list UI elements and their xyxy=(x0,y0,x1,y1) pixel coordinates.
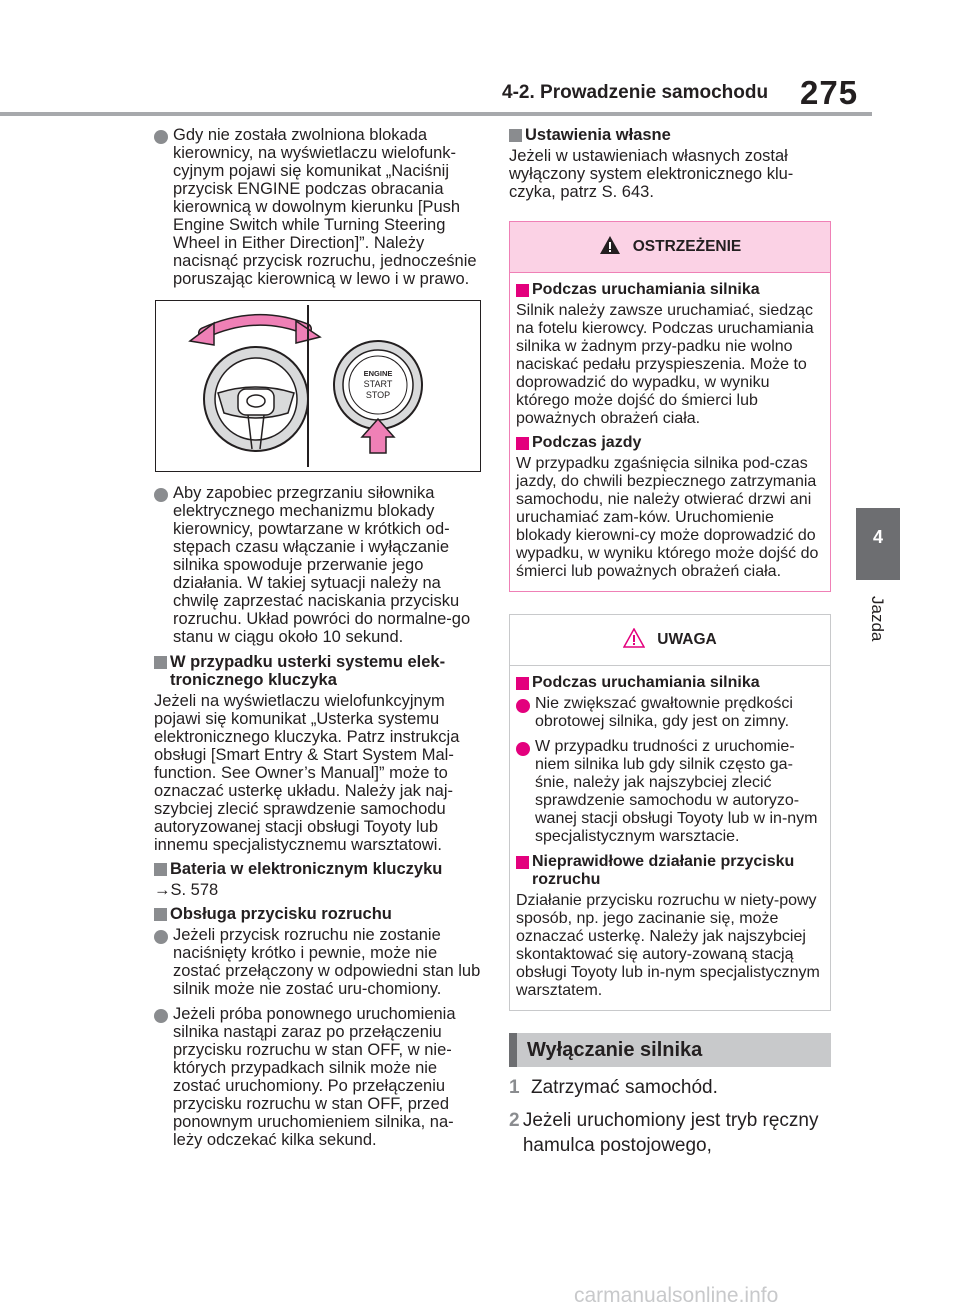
caution-heading-malfunction: Nieprawidłowe działanie przycisku rozruchu xyxy=(516,853,824,889)
caution-bullet-difficult-start: W przypadku trudności z uruchomie-niem silnika lub gdy silnik często ga-śnie, należy jak najszybciej zlecić sprawdzenie samochodu w autoryzo-wanej stacji obsługi Toyoty lub w in-nym specjalistycznym warsztacie. xyxy=(516,738,824,846)
step-2-number: 2 xyxy=(509,1110,520,1131)
heading-smart-key-malfunction: W przypadku usterki systemu elek-tronicznego kluczyka xyxy=(154,653,482,689)
para-custom-settings: Jeżeli w ustawieniach własnych został wyłączony system elektronicznego klu-czyka, patrz S. 643. xyxy=(509,147,794,201)
start-button-label-engine: ENGINE xyxy=(363,369,393,378)
caution-box-header xyxy=(510,615,830,666)
warning-triangle-icon xyxy=(599,235,621,260)
step-1-number: 1 xyxy=(509,1077,520,1098)
caution-heading-starting: Podczas uruchamiania silnika xyxy=(516,674,824,692)
bullet-overheat: Aby zapobiec przegrzaniu siłownika elektrycznego mechanizmu blokady kierownicy, powtarzane w krótkich od-stępach czasu włączanie i wyłączanie silnika spowoduje przerwanie jego działania. W takiej sytuacji należy na chwilę zaprzestać naciskania przycisku rozruchu. Układ powróci do normalne-go stanu w ciągu około 10 sekund. xyxy=(154,484,482,646)
caution-box xyxy=(509,614,831,1011)
chapter-tab-number: 4 xyxy=(872,527,883,547)
warning-box-body xyxy=(510,273,830,591)
step-2 xyxy=(509,1108,831,1158)
ref-key-battery: →S. 578 xyxy=(154,881,219,899)
left-column xyxy=(154,126,482,1156)
watermark: carmanualsonline.info xyxy=(574,1284,779,1307)
caution-box-body xyxy=(510,666,830,1010)
bullet-steering-lock: Gdy nie została zwolniona blokada kierownicy, na wyświetlaczu wielofunk-cyjnym pojawi się komunikat „Naciśnij przycisk ENGINE podczas obracania kierownicą w dowolnym kierunku [Push Engine Switch while Turning Steering Wheel in Either Direction]”. Należy nacisnąć przycisk rozruchu, jednocześnie poruszając kierownicą w lewo i w prawo. xyxy=(154,126,482,288)
start-button-label-start: START xyxy=(363,379,393,389)
heading-custom-settings: Ustawienia własne xyxy=(509,126,831,144)
para-smart-key-malfunction: Jeżeli na wyświetlaczu wielofunkcyjnym pojawi się komunikat „Usterka systemu elektronicznego kluczyka. Patrz instrukcja obsługi [Smart Entry & Start System Mal-function. See Owner’s Manual]” może to oznaczać usterkę układu. Należy jak naj-szybciej zlecić sprawdzenie samochodu autoryzowanej stacji obsługi Toyoty lub innemu specjalistycznemu warsztatowi. xyxy=(154,692,460,854)
warning-box-header xyxy=(510,222,830,273)
section-title-engine-off: Wyłączanie silnika xyxy=(509,1033,831,1067)
page-number: 275 xyxy=(800,74,859,111)
header-rule xyxy=(0,112,872,116)
start-button-label-stop: STOP xyxy=(365,390,391,400)
heading-start-button-operation: Obsługa przycisku rozruchu xyxy=(154,905,482,923)
warning-box-title: OSTRZEŻENIE xyxy=(632,238,742,255)
warning-para-starting: Silnik należy zawsze uruchamiać, siedząc na fotelu kierowcy. Podczas uruchamiania silnika w żadnym przy-padku nie wolno naciskać pedału przyspieszenia. Może to doprowadzić do wypadku, w wyniku którego może dojść do śmierci lub poważnych obrażeń ciała. xyxy=(516,302,814,427)
bullet-press-firmly: Jeżeli przycisk rozruchu nie zostanie naciśnięty krótko i pewnie, może nie zostać przełączony w odpowiedni stan lub silnik może nie zostać uru-chomiony. xyxy=(154,926,482,998)
heading-key-battery: Bateria w elektronicznym kluczyku xyxy=(154,860,482,878)
step-1-text: Zatrzymać samochód. xyxy=(531,1077,718,1098)
warning-box xyxy=(509,221,831,592)
running-header-title: 4-2. Prowadzenie samochodu xyxy=(502,82,769,103)
chapter-tab-label: Jazda xyxy=(868,596,887,642)
steering-start-illustration xyxy=(156,301,480,471)
caution-para-malfunction: Działanie przycisku rozruchu w niety-powy sposób, np. jego zacinanie się, może oznaczać usterkę. Należy jak najszybciej skontaktować się autory-zowaną stacją obsługi Toyoty lub in-nym specjalistycznym warsztatem. xyxy=(516,892,820,999)
caution-box-title: UWAGA xyxy=(657,631,717,648)
bullet-restart-wait: Jeżeli próba ponownego uruchomienia silnika nastąpi zaraz po przełączeniu przycisku rozruchu w stan OFF, w nie-których przypadkach silnik może nie zostać uruchomiony. Po przełączeniu przycisku rozruchu w stan OFF, przed ponownym uruchomieniem silnika, na-leży odczekać kilka sekund. xyxy=(154,1005,482,1149)
warning-para-driving: W przypadku zgaśnięcia silnika pod-czas jazdy, do chwili bezpiecznego zatrzymania samochodu, nie należy otwierać drzwi ani uruchamiać zam-ków. Uruchomienie blokady kierowni-cy może doprowadzić do wypadku, w wyniku którego może dojść do śmierci lub poważnych obrażeń ciała. xyxy=(516,455,819,580)
caution-triangle-icon xyxy=(623,628,645,653)
figure-steering-and-start-button xyxy=(155,300,481,472)
warning-heading-starting: Podczas uruchamiania silnika xyxy=(516,281,824,299)
caution-bullet-cold-engine: Nie zwiększać gwałtownie prędkości obrotowej silnika, gdy jest on zimny. xyxy=(516,695,824,731)
warning-heading-driving: Podczas jazdy xyxy=(516,434,824,452)
step-2-text: Jeżeli uruchomiony jest tryb ręczny hamulca postojowego, xyxy=(522,1110,819,1156)
right-column xyxy=(509,126,831,1158)
step-1 xyxy=(509,1075,831,1100)
